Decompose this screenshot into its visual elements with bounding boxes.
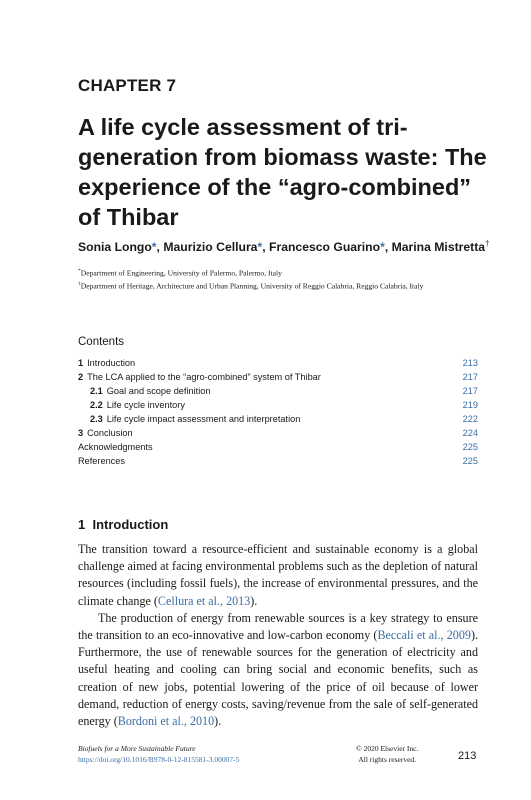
citation-link[interactable]: Bordoni et al., 2010 [117, 714, 215, 729]
body-paragraph [78, 541, 478, 610]
author-separator: , [262, 240, 269, 255]
toc-entry[interactable] [78, 454, 478, 468]
toc-entry-label: Acknowledgments [78, 442, 153, 452]
toc-entry-number: 2.3 [90, 414, 103, 424]
toc-entry-label: References [78, 456, 125, 466]
citation-link[interactable]: Cellura et al., 2013 [157, 593, 251, 608]
toc-entry-label: Conclusion [87, 428, 133, 438]
toc-entry-number: 2.1 [90, 386, 103, 396]
author-separator: , [156, 240, 164, 255]
toc-entry[interactable] [78, 356, 478, 370]
author-separator: , [384, 240, 392, 255]
toc-entry[interactable] [78, 384, 478, 398]
copyright-text: © 2020 Elsevier Inc. [356, 744, 419, 753]
author-name: Marina Mistretta [391, 240, 486, 255]
affiliation-mark: * [78, 268, 81, 274]
affiliation-mark[interactable]: * [151, 240, 157, 255]
contents-heading: Contents [78, 336, 125, 348]
toc-entry-title [78, 440, 153, 454]
toc-entry-number: 3 [78, 428, 84, 438]
toc-entry[interactable] [78, 370, 478, 384]
author-name: Sonia Longo [78, 240, 152, 255]
author-name: Francesco Guarino [269, 240, 381, 255]
toc-entry-title [78, 426, 133, 440]
author-name: Maurizio Cellura [163, 240, 258, 255]
paragraph-text: The transition toward a resource-efficient and sustainable economy is a global challenge aimed at facing environmental problems such as the depletion of natural resources (including fossil fuels), the increase of environmental pressures, and the climate change ( [78, 542, 478, 608]
toc-entry-title [90, 398, 185, 412]
affiliation-mark[interactable]: * [380, 240, 385, 255]
affiliation-mark[interactable]: † [485, 239, 490, 248]
section-title: Introduction [92, 517, 169, 532]
author-entry [78, 240, 163, 254]
chapter-label: CHAPTER 7 [78, 76, 177, 95]
paragraph-text: The production of energy from renewable sources is a key strategy to ensure the transition to an eco-innovative and low-carbon economy ( [78, 610, 478, 643]
doi-link[interactable]: https://doi.org/10.1016/B978-0-12-815581-3.00007-5 [78, 755, 240, 764]
toc-page-link[interactable]: 225 [462, 456, 478, 466]
toc-entry-title [90, 384, 210, 398]
affiliation-line [78, 279, 483, 292]
footer-source [78, 743, 239, 765]
toc-entry-title [78, 454, 125, 468]
toc-entry[interactable] [78, 398, 478, 412]
affiliation-text: Department of Engineering, University of Palermo, Palermo, Italy [80, 268, 282, 278]
toc-entry-label: Life cycle inventory [106, 400, 185, 410]
affiliation-mark[interactable]: * [257, 240, 263, 255]
paragraph-text: ). Furthermore, the use of renewable sources for the generation of electricity and useful heating and cooling can bring social and economic benefits, such as creation of new jobs, potential lowering of the price of oil because of lower demand, reduction of energy costs, saving/revenue from the sale of self-generated energy ( [78, 628, 478, 729]
toc-entry[interactable] [78, 440, 478, 454]
paragraph-text: ). [214, 714, 222, 729]
toc-page-link[interactable]: 222 [462, 414, 478, 424]
author-entry [269, 240, 392, 254]
toc-entry-number: 2 [78, 372, 84, 382]
chapter-title: A life cycle assessment of tri-generation from biomass waste: The experience of the “agro-combined” of Thibar [78, 114, 487, 230]
rights-text: All rights reserved. [358, 755, 417, 764]
table-of-contents [78, 356, 478, 468]
affiliation-mark: † [78, 280, 81, 287]
toc-entry-number: 2.2 [90, 400, 103, 410]
paragraph-text: ). [250, 593, 258, 608]
author-list [78, 236, 498, 255]
toc-entry-title [78, 356, 135, 370]
toc-entry-label: Life cycle impact assessment and interpretation [106, 414, 301, 424]
section-heading [78, 517, 168, 532]
page-number: 213 [458, 750, 477, 762]
footer-copyright [356, 743, 418, 765]
toc-entry-title [90, 412, 300, 426]
section-body [78, 541, 478, 730]
toc-page-link[interactable]: 213 [462, 358, 478, 368]
toc-page-link[interactable]: 224 [462, 428, 478, 438]
toc-page-link[interactable]: 217 [462, 386, 478, 396]
affiliation-text: Department of Heritage, Architecture and Urban Planning, University of Reggio Calabria, Reggio Calabria, Italy [80, 281, 424, 291]
toc-entry-label: Introduction [87, 358, 136, 368]
toc-entry-label: The LCA applied to the “agro-combined” system of Thibar [87, 372, 321, 382]
toc-page-link[interactable]: 217 [462, 372, 478, 382]
toc-page-link[interactable]: 219 [462, 400, 478, 410]
toc-page-link[interactable]: 225 [462, 442, 478, 452]
toc-entry[interactable] [78, 426, 478, 440]
affiliations [78, 266, 483, 291]
toc-entry[interactable] [78, 412, 478, 426]
toc-entry-title [78, 370, 321, 384]
author-entry [163, 240, 269, 254]
affiliation-line [78, 266, 483, 279]
section-number: 1 [78, 517, 86, 532]
body-paragraph [78, 610, 478, 730]
toc-entry-number: 1 [78, 358, 84, 368]
book-title: Biofuels for a More Sustainable Future [78, 744, 196, 753]
toc-entry-label: Goal and scope definition [106, 386, 211, 396]
citation-link[interactable]: Beccali et al., 2009 [377, 628, 471, 643]
author-entry [392, 240, 490, 254]
